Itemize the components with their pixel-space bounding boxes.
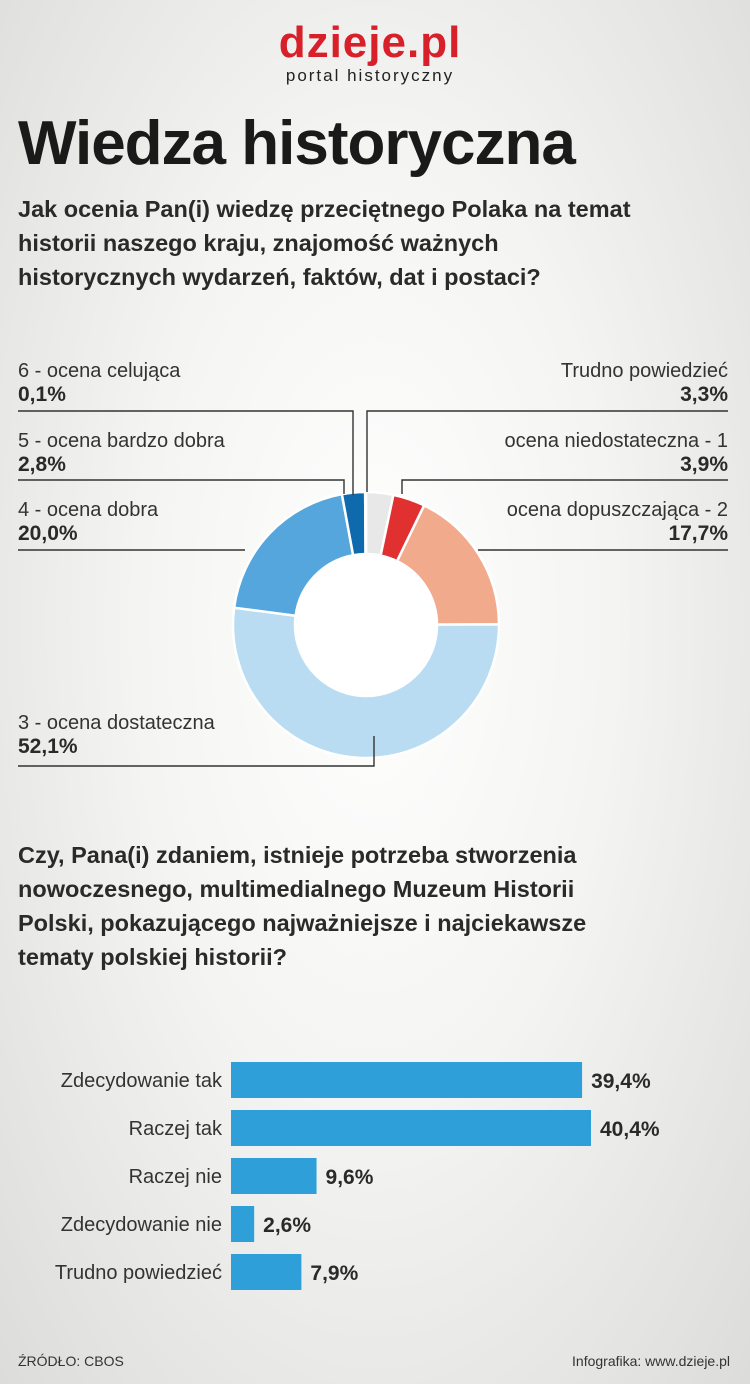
slice-value: 17,7% (668, 522, 728, 545)
donut-label-celujaca (18, 360, 180, 407)
bar (231, 1158, 317, 1194)
source-note: ŹRÓDŁO: CBOS (18, 1353, 124, 1369)
slice-value: 20,0% (18, 522, 78, 545)
bar (231, 1110, 591, 1146)
slice-value: 52,1% (18, 735, 78, 758)
slice-label: 6 - ocena celująca (18, 360, 181, 382)
bar-value-label: 40,4% (600, 1118, 660, 1141)
credit-note: Infografika: www.dzieje.pl (572, 1353, 730, 1369)
bar-value-label: 9,6% (325, 1166, 374, 1189)
bar (231, 1062, 582, 1098)
slice-label: ocena niedostateczna - 1 (504, 430, 728, 452)
bar-value-label: 2,6% (263, 1214, 312, 1237)
donut-label-dopuszczajaca (507, 499, 728, 546)
slice-label: Trudno powiedzieć (560, 360, 728, 382)
bar-category-label: Zdecydowanie nie (60, 1214, 222, 1236)
bar (231, 1206, 254, 1242)
donut-slice (365, 492, 366, 554)
bar-category-label: Zdecydowanie tak (60, 1070, 222, 1092)
bar (231, 1254, 301, 1290)
slice-value: 3,3% (680, 383, 728, 406)
question-2-line: nowoczesnego, multimedialnego Muzeum Historii (18, 876, 575, 902)
slice-label: ocena dopuszczająca - 2 (506, 499, 728, 521)
slice-value: 3,9% (680, 453, 728, 476)
donut-label-trudno (561, 360, 728, 407)
leader-line-bardzo-dobra (18, 480, 344, 494)
slice-label: 4 - ocena dobra (18, 499, 159, 521)
question-2-line: tematy polskiej historii? (18, 944, 288, 970)
page-title: Wiedza historyczna (18, 109, 575, 178)
bar-category-label: Raczej tak (128, 1118, 222, 1140)
bar-value-label: 39,4% (591, 1070, 651, 1093)
bar-value-label: 7,9% (310, 1262, 359, 1285)
brand-tagline: portal historyczny (285, 66, 455, 85)
donut-hole (296, 555, 436, 695)
donut-label-dostateczna (18, 712, 215, 759)
bar-category-label: Raczej nie (128, 1166, 222, 1188)
slice-value: 0,1% (18, 383, 66, 406)
question-2-line: Polski, pokazującego najważniejsze i najciekawsze (18, 910, 587, 936)
question-1-line: historycznych wydarzeń, faktów, dat i postaci? (18, 264, 541, 290)
brand-logo: dzieje.pl (278, 18, 462, 67)
leader-line-niedostateczna (402, 480, 728, 494)
question-1-line: Jak ocenia Pan(i) wiedzę przeciętnego Polaka na temat (18, 196, 631, 222)
question-2-line: Czy, Pana(i) zdaniem, istnieje potrzeba stworzenia (18, 842, 577, 868)
bar-group (55, 1062, 660, 1290)
slice-value: 2,8% (18, 453, 66, 476)
donut-label-bardzo-dobra (18, 430, 225, 477)
bar-chart (0, 1050, 750, 1310)
question-2 (18, 838, 586, 974)
slice-label: 5 - ocena bardzo dobra (18, 430, 225, 452)
slice-label: 3 - ocena dostateczna (18, 712, 215, 734)
bar-category-label: Trudno powiedzieć (54, 1262, 222, 1284)
question-1-line: historii naszego kraju, znajomość ważnych (18, 230, 499, 256)
donut-label-dobra (18, 499, 158, 546)
donut-slices (233, 492, 499, 758)
donut-label-niedostateczna (505, 430, 729, 477)
